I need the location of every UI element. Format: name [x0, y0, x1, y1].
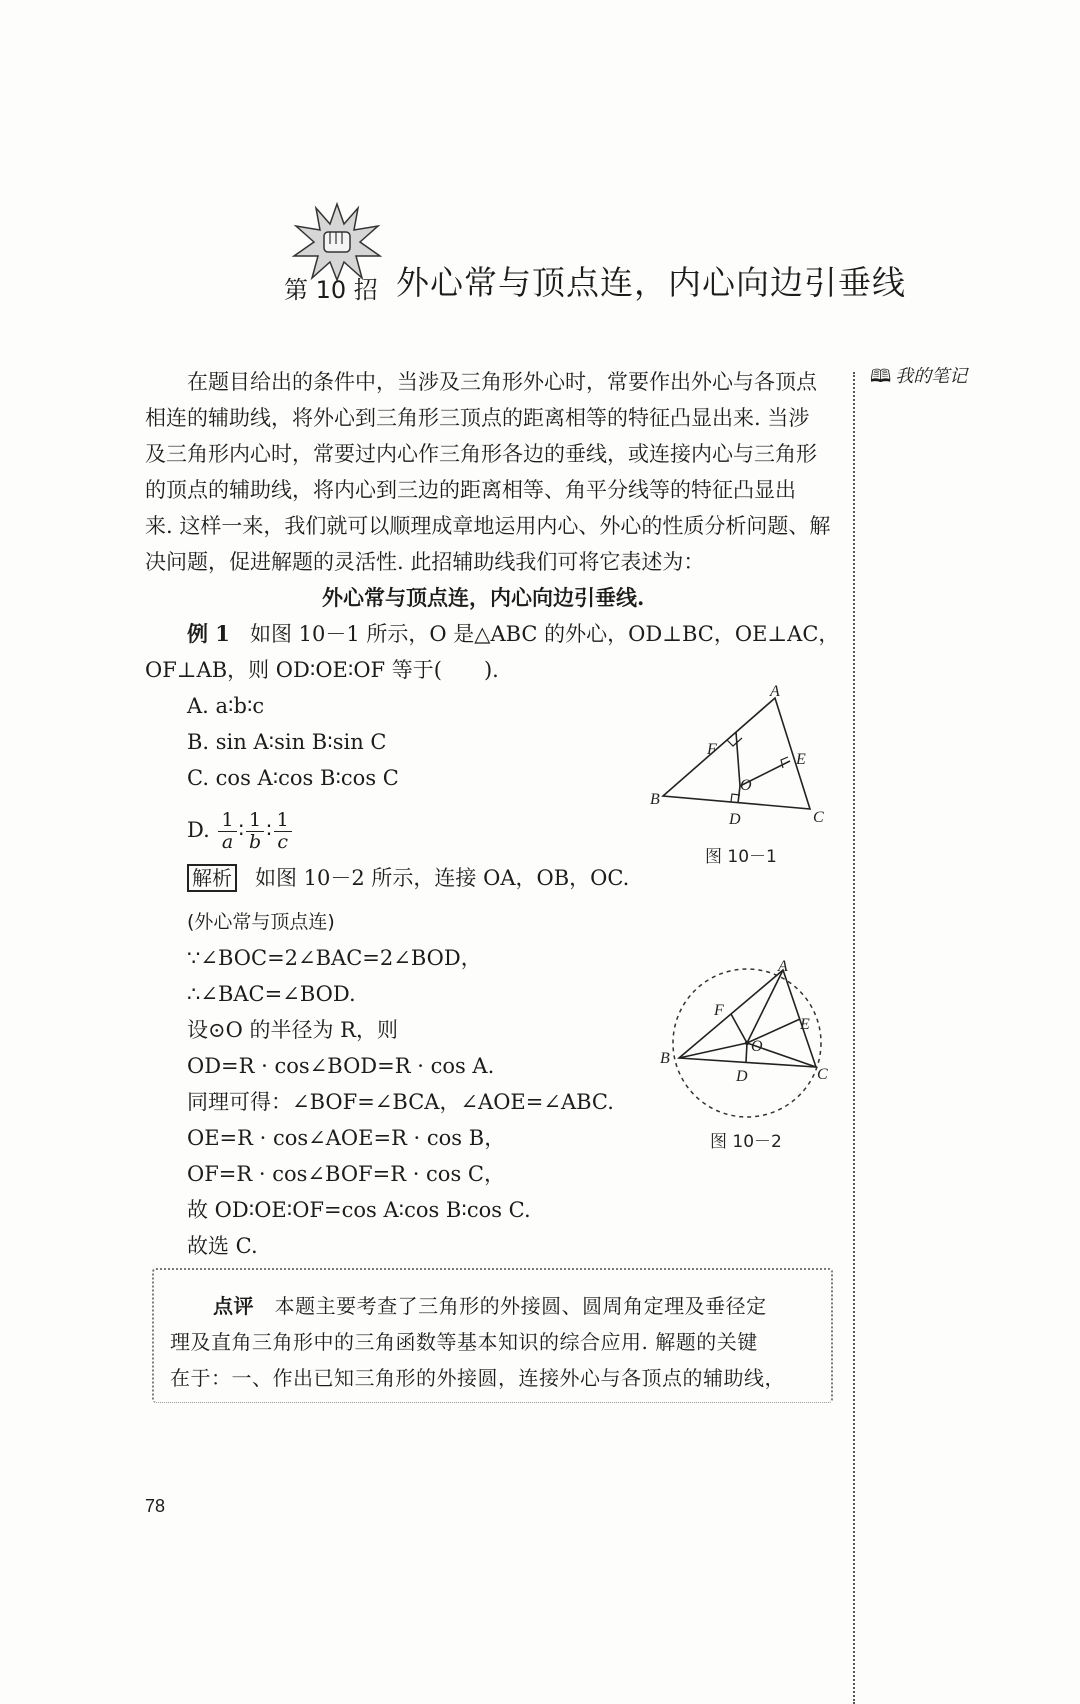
chapter-label: 第 10 招: [284, 276, 378, 304]
segment-of: [731, 1014, 747, 1043]
figure-10-1: [645, 682, 845, 872]
comment-line-3: 在于：一、作出已知三角形的外接圆，连接外心与各顶点的辅助线，: [170, 1366, 785, 1390]
analysis-step: OD=R · cos∠BOD=R · cos A.: [187, 1054, 495, 1078]
label-o: O: [740, 777, 752, 794]
label-a: A: [778, 958, 788, 975]
label-c: C: [817, 1066, 828, 1083]
label-b: B: [660, 1050, 670, 1067]
label-f: F: [714, 1002, 724, 1019]
fraction-1-over-a: $\frac{1}{a}$: [218, 810, 236, 853]
intro-line: 决问题，促进解题的灵活性. 此招辅助线我们可将它表述为：: [145, 550, 705, 574]
example-line-1: [187, 620, 839, 648]
fraction-1-over-b: $\frac{1}{b}$: [246, 810, 264, 853]
segment-ob: [679, 1043, 747, 1058]
option-d-prefix: D.: [187, 818, 210, 842]
label-e: E: [800, 1016, 810, 1033]
analysis-step: ∴∠BAC=∠BOD.: [187, 982, 356, 1006]
figure1-caption: 图 10－1: [705, 847, 777, 867]
notes-label: 我的笔记: [895, 366, 968, 387]
intro-line: 在题目给出的条件中，当涉及三角形外心时，常要作出外心与各顶点: [187, 370, 817, 394]
comment-text: 本题主要考查了三角形的外接圆、圆周角定理及垂径定: [274, 1294, 767, 1318]
segment-od: [746, 1043, 747, 1062]
figure2-caption: 图 10－2: [710, 1132, 782, 1152]
analysis-step: ∵∠BOC=2∠BAC=2∠BOD，: [187, 946, 482, 970]
center-point-o: [745, 1041, 749, 1045]
label-d: D: [729, 811, 741, 828]
analysis-step: 故 OD∶OE∶OF=cos A∶cos B∶cos C.: [187, 1198, 531, 1222]
triangle-abc: [663, 698, 810, 809]
label-e: E: [796, 751, 806, 768]
example-question: 如图 10－1 所示，O 是△ABC 的外心，OD⊥BC，OE⊥AC，: [249, 622, 840, 646]
comment-label: 点评: [213, 1294, 254, 1318]
label-d: D: [736, 1068, 748, 1085]
option-a: A. a∶b∶c: [187, 694, 265, 718]
right-angle-f: [727, 738, 742, 746]
intro-line: 及三角形内心时，常要过内心作三角形各边的垂线，或连接内心与三角形: [145, 442, 817, 466]
analysis-step: 设⊙O 的半径为 R，则: [187, 1018, 398, 1042]
notes-heading: [870, 362, 967, 394]
option-d: D. $\frac{1}{a}$ ∶ $\frac{1}{b}$ ∶ $\frac{1}{c}$: [187, 808, 294, 853]
fraction-1-over-c: $\frac{1}{c}$: [274, 810, 292, 853]
page-number: 78: [145, 1496, 166, 1516]
intro-line: 的顶点的辅助线，将内心到三边的距离相等、角平分线等的特征凸显出: [145, 478, 796, 502]
analysis-step: 故选 C.: [187, 1234, 258, 1258]
analysis-label: 解析: [187, 864, 237, 892]
intro-line: 相连的辅助线，将外心到三角形三顶点的距离相等的特征凸显出来. 当涉: [145, 406, 810, 430]
analysis-step: 同理可得：∠BOF=∠BCA，∠AOE=∠ABC.: [187, 1090, 614, 1114]
figure-10-2: [652, 957, 852, 1157]
open-book-icon: 🕮: [870, 366, 892, 387]
analysis-step: OF=R · cos∠BOF=R · cos C，: [187, 1162, 505, 1186]
label-o: O: [751, 1038, 763, 1055]
segment-oa: [747, 970, 783, 1043]
example-line-2: OF⊥AB，则 OD∶OE∶OF 等于( ).: [145, 658, 499, 682]
motto: 外心常与顶点连，内心向边引垂线.: [322, 585, 645, 610]
analysis-intro: 如图 10－2 所示，连接 OA，OB，OC.: [255, 866, 630, 890]
chapter-title: 外心常与顶点连，内心向边引垂线: [396, 263, 906, 302]
intro-line: 来. 这样一来，我们就可以顺理成章地运用内心、外心的性质分析问题、解: [145, 514, 831, 538]
example-label: 例 1: [187, 621, 230, 646]
label-a: A: [770, 683, 780, 700]
analysis-step: OE=R · cos∠AOE=R · cos B，: [187, 1126, 506, 1150]
analysis-step: (外心常与顶点连): [187, 911, 335, 933]
analysis-header: [187, 864, 629, 892]
option-b: B. sin A∶sin B∶sin C: [187, 730, 387, 754]
label-c: C: [813, 809, 824, 826]
triangle-abc: [679, 970, 816, 1067]
label-f: F: [707, 741, 717, 758]
label-b: B: [650, 791, 660, 808]
comment-line-1: [213, 1292, 767, 1320]
option-c: C. cos A∶cos B∶cos C: [187, 766, 399, 790]
comment-line-2: 理及直角三角形中的三角函数等基本知识的综合应用. 解题的关键: [170, 1330, 758, 1354]
notes-divider: [853, 372, 855, 1704]
